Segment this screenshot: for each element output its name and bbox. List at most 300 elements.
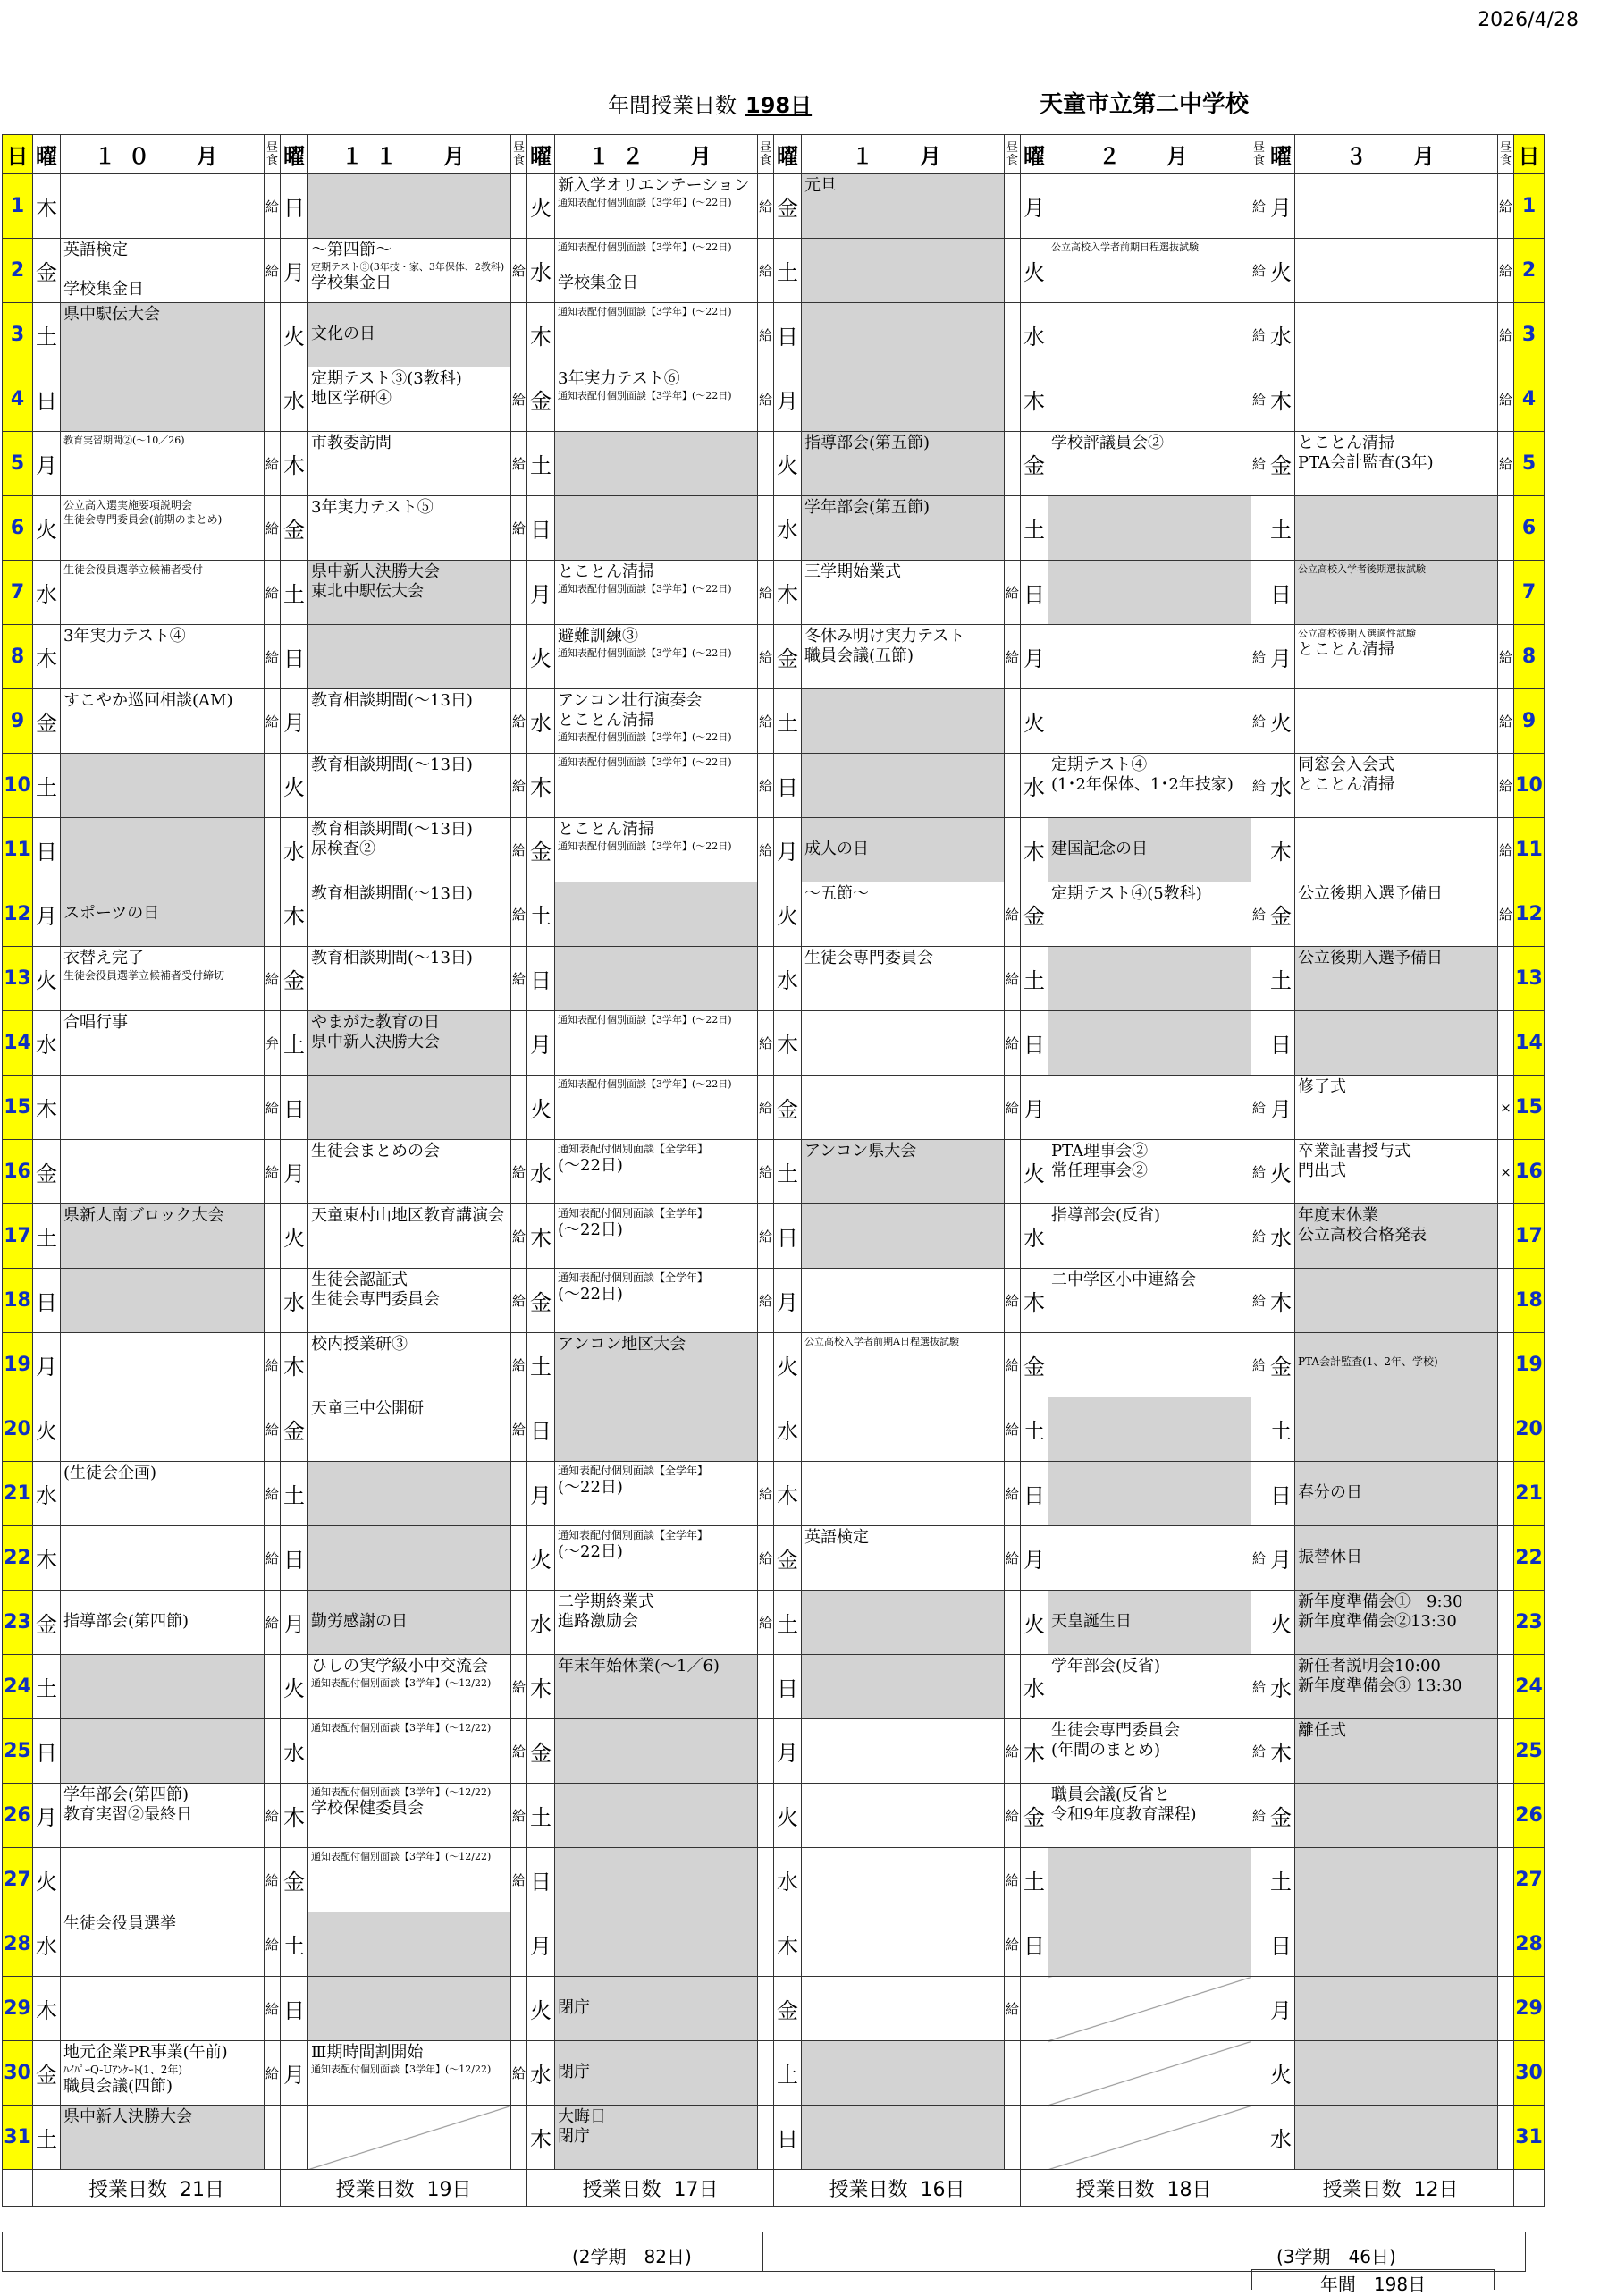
event-cell — [1295, 882, 1498, 947]
event-cell — [1295, 1076, 1498, 1140]
lunch-cell — [1498, 947, 1514, 1011]
event-cell — [61, 1655, 265, 1719]
event-text: 通知表配付個別面談【3学年】(～22日) — [558, 197, 732, 208]
event-cell — [61, 239, 265, 303]
weekday-cell: 日 — [774, 754, 802, 818]
event-cell — [308, 1140, 511, 1204]
lunch-cell: 給 — [511, 1848, 527, 1912]
event-text — [63, 260, 261, 280]
event-cell — [802, 947, 1005, 1011]
event-text — [1298, 1464, 1495, 1483]
weekday-cell: 土 — [1021, 1848, 1048, 1912]
day-row — [3, 239, 1545, 303]
day-number: 27 — [3, 1848, 33, 1912]
weekday-cell: 水 — [33, 1912, 61, 1977]
lunch-cell — [1251, 2041, 1267, 2106]
event-cell — [308, 367, 511, 432]
weekday-cell: 土 — [281, 561, 308, 625]
event-cell — [555, 2041, 758, 2106]
event-text: 市教委訪問 — [311, 434, 392, 452]
annual-days-title — [608, 88, 812, 119]
event-cell — [1295, 689, 1498, 754]
event-cell — [308, 947, 511, 1011]
school-days-label: 授業日数 — [88, 2178, 167, 2201]
event-cell — [1295, 1977, 1498, 2041]
lunch-cell: 給 — [1005, 1848, 1021, 1912]
lunch-cell — [758, 1333, 774, 1397]
event-cell — [1048, 947, 1251, 1011]
school-days-label: 授業日数 — [335, 2178, 415, 2201]
event-cell — [61, 1912, 265, 1977]
weekday-cell: 火 — [1267, 1591, 1295, 1655]
event-text: 二学期終業式 — [558, 1592, 654, 1611]
lunch-cell — [1251, 818, 1267, 882]
event-cell — [1295, 1848, 1498, 1912]
event-cell — [1048, 1526, 1251, 1591]
day-row — [3, 1526, 1545, 1591]
weekday-cell: 日 — [1267, 1912, 1295, 1977]
lunch-cell: 給 — [1005, 625, 1021, 689]
weekday-cell: 日 — [1021, 1912, 1048, 1977]
weekday-cell: 月 — [1267, 625, 1295, 689]
lunch-cell — [1498, 561, 1514, 625]
lunch-cell: 給 — [511, 367, 527, 432]
lunch-cell: 給 — [1251, 303, 1267, 367]
weekday-cell: 火 — [1267, 1140, 1295, 1204]
event-cell — [1295, 947, 1498, 1011]
weekday-cell: 火 — [1021, 239, 1048, 303]
day-row — [3, 496, 1545, 561]
weekday-cell: 木 — [527, 1204, 555, 1269]
event-cell — [1295, 239, 1498, 303]
weekday-cell: 金 — [1267, 1333, 1295, 1397]
weekday-cell: 金 — [774, 625, 802, 689]
event-text: 進路激励会 — [558, 1612, 638, 1631]
lunch-cell — [1005, 239, 1021, 303]
weekday-cell: 金 — [1021, 432, 1048, 496]
event-cell — [555, 1848, 758, 1912]
weekday-cell: 土 — [774, 1591, 802, 1655]
weekday-cell: 金 — [33, 1140, 61, 1204]
school-days-value: 16日 — [920, 2178, 965, 2201]
event-cell — [1048, 561, 1251, 625]
lunch-cell — [758, 1977, 774, 2041]
event-cell — [802, 303, 1005, 367]
school-days-value: 12日 — [1413, 2178, 1459, 2201]
weekday-cell: 金 — [527, 1269, 555, 1333]
event-cell — [802, 2041, 1005, 2106]
lunch-cell — [511, 1526, 527, 1591]
event-cell — [308, 1333, 511, 1397]
event-text: 新年度準備会③ 13:30 — [1298, 1676, 1462, 1695]
school-days-label: 授業日数 — [1075, 2178, 1155, 2201]
lunch-cell — [1005, 1655, 1021, 1719]
lunch-cell — [1498, 1269, 1514, 1333]
event-cell — [1295, 1719, 1498, 1784]
lunch-cell: 給 — [1498, 303, 1514, 367]
event-cell — [1295, 1204, 1498, 1269]
event-text: 公立高校入学者前期日程選抜試験 — [1051, 241, 1199, 253]
event-text — [1298, 1528, 1495, 1548]
lunch-cell: 給 — [1005, 1462, 1021, 1526]
event-cell — [308, 2106, 511, 2170]
event-cell — [802, 1204, 1005, 1269]
event-text: 学年部会(第五節) — [804, 498, 931, 517]
event-text: 勤労感謝の日 — [311, 1612, 408, 1631]
weekday-cell: 木 — [33, 1526, 61, 1591]
event-cell — [555, 303, 758, 367]
event-text: 通知表配付個別面談【3学年】(～22日) — [558, 1078, 732, 1090]
weekday-cell: 土 — [281, 1912, 308, 1977]
event-cell — [802, 174, 1005, 239]
event-cell — [1295, 1655, 1498, 1719]
lunch-cell — [1005, 818, 1021, 882]
event-text: 生徒会認証式 — [311, 1270, 408, 1289]
event-text: 天童東村山地区教育講演会 — [311, 1206, 504, 1225]
weekday-cell: 木 — [1021, 1269, 1048, 1333]
day-number: 3 — [3, 303, 33, 367]
day-number-right: 23 — [1514, 1591, 1545, 1655]
event-text: (1･2年保体、1･2年技家) — [1051, 775, 1234, 794]
lunch-cell: 給 — [511, 496, 527, 561]
day-number-right: 30 — [1514, 2041, 1545, 2106]
event-text: 県中新人決勝大会 — [311, 1033, 440, 1051]
event-text: 生徒会役員選挙立候補者受付締切 — [63, 969, 225, 982]
header-weekday: 曜 — [1021, 135, 1048, 174]
weekday-cell: 土 — [774, 1140, 802, 1204]
event-cell — [802, 367, 1005, 432]
event-cell — [802, 882, 1005, 947]
event-text — [1051, 820, 1248, 840]
lunch-cell — [265, 367, 281, 432]
weekday-cell: 金 — [33, 2041, 61, 2106]
weekday-cell: 土 — [527, 432, 555, 496]
lunch-cell — [758, 947, 774, 1011]
weekday-cell: 日 — [774, 303, 802, 367]
day-number-right: 22 — [1514, 1526, 1545, 1591]
event-cell — [1048, 1591, 1251, 1655]
weekday-cell: 木 — [527, 303, 555, 367]
event-cell — [61, 882, 265, 947]
event-text: とことん清掃 — [558, 820, 654, 839]
header-weekday: 曜 — [33, 135, 61, 174]
event-cell — [802, 1526, 1005, 1591]
weekday-cell: 木 — [527, 754, 555, 818]
lunch-cell — [758, 496, 774, 561]
weekday-cell: 木 — [774, 1912, 802, 1977]
lunch-cell: 給 — [1005, 947, 1021, 1011]
event-text: 定期テスト④(5教科) — [1051, 884, 1202, 903]
day-number: 6 — [3, 496, 33, 561]
weekday-cell: 月 — [527, 561, 555, 625]
header-month-0: １０ 月 — [61, 135, 265, 174]
event-cell — [61, 432, 265, 496]
event-cell — [61, 1076, 265, 1140]
weekday-cell: 火 — [1021, 1140, 1048, 1204]
event-cell — [1048, 818, 1251, 882]
weekday-cell: 月 — [774, 367, 802, 432]
weekday-cell: 木 — [281, 432, 308, 496]
lunch-cell: 給 — [511, 1333, 527, 1397]
event-cell — [802, 1591, 1005, 1655]
annual-days-label: 年間授業日数 — [608, 93, 737, 118]
header-day: 日 — [3, 135, 33, 174]
event-cell — [61, 625, 265, 689]
event-cell — [308, 1591, 511, 1655]
lunch-cell: 給 — [1251, 882, 1267, 947]
lunch-cell — [1005, 2106, 1021, 2170]
event-cell — [308, 561, 511, 625]
day-row — [3, 432, 1545, 496]
event-cell — [61, 303, 265, 367]
event-text: 公立高校入学者後期選抜試験 — [1298, 563, 1426, 575]
event-cell — [555, 625, 758, 689]
lunch-cell: 給 — [265, 496, 281, 561]
event-text: 元旦 — [804, 176, 837, 195]
weekday-cell: 月 — [1021, 625, 1048, 689]
day-row — [3, 367, 1545, 432]
weekday-cell: 月 — [1021, 174, 1048, 239]
weekday-cell: 水 — [33, 1462, 61, 1526]
lunch-cell: 給 — [265, 1977, 281, 2041]
lunch-cell — [1005, 303, 1021, 367]
event-text: 通知表配付個別面談【3学年】(～22日) — [558, 756, 732, 768]
event-cell — [802, 432, 1005, 496]
day-number: 30 — [3, 2041, 33, 2106]
lunch-cell — [1498, 1719, 1514, 1784]
event-text: 卒業証書授与式 — [1298, 1142, 1411, 1161]
lunch-cell: 給 — [1251, 1719, 1267, 1784]
day-number: 16 — [3, 1140, 33, 1204]
lunch-cell — [1498, 1204, 1514, 1269]
lunch-cell: 給 — [758, 1591, 774, 1655]
day-number: 28 — [3, 1912, 33, 1977]
lunch-cell: 給 — [758, 818, 774, 882]
weekday-cell: 火 — [1267, 689, 1295, 754]
day-number: 26 — [3, 1784, 33, 1848]
event-text: 県中新人決勝大会 — [311, 562, 440, 581]
event-cell — [61, 754, 265, 818]
event-text: PTA会計監査(1、2年、学校) — [1298, 1355, 1438, 1368]
lunch-cell: 給 — [265, 239, 281, 303]
weekday-cell: 月 — [527, 1912, 555, 1977]
event-text: とことん清掃 — [558, 711, 654, 730]
header-month-3: １ 月 — [802, 135, 1005, 174]
day-number-right: 18 — [1514, 1269, 1545, 1333]
lunch-cell — [1251, 496, 1267, 561]
lunch-cell — [1498, 1526, 1514, 1591]
event-text: 三学期始業式 — [804, 562, 901, 581]
event-cell — [308, 239, 511, 303]
lunch-cell — [1498, 496, 1514, 561]
lunch-cell: 給 — [758, 1011, 774, 1076]
event-text: (年間のまとめ) — [1051, 1741, 1161, 1760]
event-text: 定期テスト③(3年技・家、3年保体、2教科) — [311, 261, 505, 273]
event-cell — [555, 367, 758, 432]
weekday-cell: 木 — [1021, 818, 1048, 882]
event-text: 成人の日 — [804, 840, 869, 858]
lunch-cell — [758, 1848, 774, 1912]
event-text — [1051, 1592, 1248, 1612]
event-text: 常任理事会② — [1051, 1161, 1148, 1180]
lunch-cell — [511, 174, 527, 239]
lunch-cell: 給 — [511, 1269, 527, 1333]
day-row — [3, 689, 1545, 754]
event-cell — [802, 239, 1005, 303]
event-cell — [61, 1140, 265, 1204]
lunch-cell — [1251, 2106, 1267, 2170]
event-cell — [61, 174, 265, 239]
event-cell — [555, 1784, 758, 1848]
weekday-cell: 日 — [1267, 1462, 1295, 1526]
header-month-4: ２ 月 — [1048, 135, 1251, 174]
lunch-cell: 給 — [265, 2041, 281, 2106]
weekday-cell: 月 — [1021, 1076, 1048, 1140]
header-lunch: 昼食 — [1498, 135, 1514, 174]
weekday-cell: 火 — [527, 1526, 555, 1591]
event-cell — [1295, 1140, 1498, 1204]
day-row — [3, 1655, 1545, 1719]
weekday-cell: 日 — [527, 496, 555, 561]
event-text: 職員会議(四節) — [63, 2077, 173, 2096]
lunch-cell: 給 — [758, 625, 774, 689]
weekday-cell: 水 — [1021, 1655, 1048, 1719]
weekday-cell: 火 — [33, 1397, 61, 1462]
lunch-cell: 給 — [511, 1784, 527, 1848]
day-number: 24 — [3, 1655, 33, 1719]
event-cell — [1048, 754, 1251, 818]
weekday-cell: 木 — [1267, 1719, 1295, 1784]
lunch-cell: 給 — [1498, 367, 1514, 432]
weekday-cell: 木 — [33, 174, 61, 239]
day-row — [3, 1011, 1545, 1076]
event-cell — [555, 1912, 758, 1977]
event-cell — [555, 1591, 758, 1655]
event-cell — [555, 1719, 758, 1784]
day-row — [3, 2041, 1545, 2106]
weekday-cell: 月 — [281, 2041, 308, 2106]
event-cell — [802, 1655, 1005, 1719]
weekday-cell: 日 — [774, 2106, 802, 2170]
day-row — [3, 2106, 1545, 2170]
weekday-cell: 水 — [1267, 2106, 1295, 2170]
event-cell — [1295, 1591, 1498, 1655]
weekday-cell: 日 — [1021, 1462, 1048, 1526]
event-cell — [308, 625, 511, 689]
lunch-cell: 給 — [265, 947, 281, 1011]
lunch-cell: 給 — [1251, 432, 1267, 496]
event-text: 衣替え完了 — [63, 949, 144, 967]
event-text: 学年部会(第四節) — [63, 1785, 189, 1804]
weekday-cell: 金 — [1021, 1333, 1048, 1397]
weekday-cell: 日 — [281, 1977, 308, 2041]
weekday-cell: 金 — [281, 947, 308, 1011]
event-cell — [555, 1526, 758, 1591]
lunch-cell: 給 — [1251, 239, 1267, 303]
event-cell — [555, 561, 758, 625]
weekday-cell: 土 — [1267, 947, 1295, 1011]
event-cell — [61, 1204, 265, 1269]
weekday-cell: 日 — [33, 1719, 61, 1784]
lunch-cell: 給 — [1005, 1397, 1021, 1462]
event-cell — [802, 1462, 1005, 1526]
weekday-cell: 土 — [1021, 1397, 1048, 1462]
month-school-days — [281, 2170, 527, 2207]
day-number-right: 27 — [1514, 1848, 1545, 1912]
event-cell — [308, 882, 511, 947]
event-text: アンコン地区大会 — [558, 1335, 686, 1354]
event-cell — [61, 689, 265, 754]
event-cell — [308, 1076, 511, 1140]
event-text: (～22日) — [558, 1285, 623, 1304]
event-text: 年末年始休業(～1／6) — [558, 1657, 720, 1676]
event-cell — [1295, 1526, 1498, 1591]
weekday-cell: 金 — [774, 1977, 802, 2041]
day-number: 2 — [3, 239, 33, 303]
event-text: とことん清掃 — [1298, 434, 1394, 452]
lunch-cell: 給 — [1251, 1655, 1267, 1719]
lunch-cell: 給 — [758, 303, 774, 367]
event-text: とことん清掃 — [1298, 775, 1394, 794]
lunch-cell: 給 — [265, 432, 281, 496]
weekday-cell: 火 — [281, 1204, 308, 1269]
lunch-cell: 給 — [1498, 432, 1514, 496]
weekday-cell: 水 — [1267, 1204, 1295, 1269]
weekday-cell: 金 — [281, 1848, 308, 1912]
lunch-cell: 給 — [511, 1719, 527, 1784]
lunch-cell — [265, 818, 281, 882]
lunch-cell: 給 — [265, 689, 281, 754]
event-text: 学校集金日 — [558, 274, 638, 292]
day-number-right: 8 — [1514, 625, 1545, 689]
event-cell — [61, 947, 265, 1011]
weekday-cell — [1021, 1977, 1048, 2041]
day-number-right: 24 — [1514, 1655, 1545, 1719]
event-cell — [1048, 1204, 1251, 1269]
day-row — [3, 625, 1545, 689]
event-text: 令和9年度教育課程) — [1051, 1805, 1197, 1824]
event-cell — [1048, 496, 1251, 561]
header-lunch: 昼食 — [265, 135, 281, 174]
day-number: 18 — [3, 1269, 33, 1333]
lunch-cell: 給 — [1498, 754, 1514, 818]
event-text: 通知表配付個別面談【3学年】(～12/22) — [311, 1722, 492, 1734]
event-cell — [802, 1269, 1005, 1333]
event-text: 公立高校後期入選適性試験 — [1298, 628, 1416, 639]
event-cell — [1295, 1397, 1498, 1462]
event-cell — [61, 2106, 265, 2170]
event-text: 東北中駅伝大会 — [311, 582, 424, 601]
event-cell — [1295, 1784, 1498, 1848]
event-cell — [1295, 1912, 1498, 1977]
weekday-cell: 日 — [1267, 561, 1295, 625]
event-cell — [1295, 1462, 1498, 1526]
lunch-cell: 給 — [1251, 1784, 1267, 1848]
event-text: 離任式 — [1298, 1721, 1346, 1740]
weekday-cell: 木 — [1267, 818, 1295, 882]
event-cell — [61, 367, 265, 432]
weekday-cell: 火 — [1021, 1591, 1048, 1655]
event-text: 通知表配付個別面談【3学年】(～22日) — [558, 1014, 732, 1026]
month-school-days — [774, 2170, 1021, 2207]
event-text: 学校集金日 — [311, 274, 392, 292]
event-text: 通知表配付個別面談【3学年】(～22日) — [558, 241, 732, 253]
event-text — [311, 305, 508, 325]
day-number-right: 26 — [1514, 1784, 1545, 1848]
event-cell — [802, 1977, 1005, 2041]
weekday-cell — [1021, 2106, 1048, 2170]
lunch-cell: 給 — [1498, 818, 1514, 882]
